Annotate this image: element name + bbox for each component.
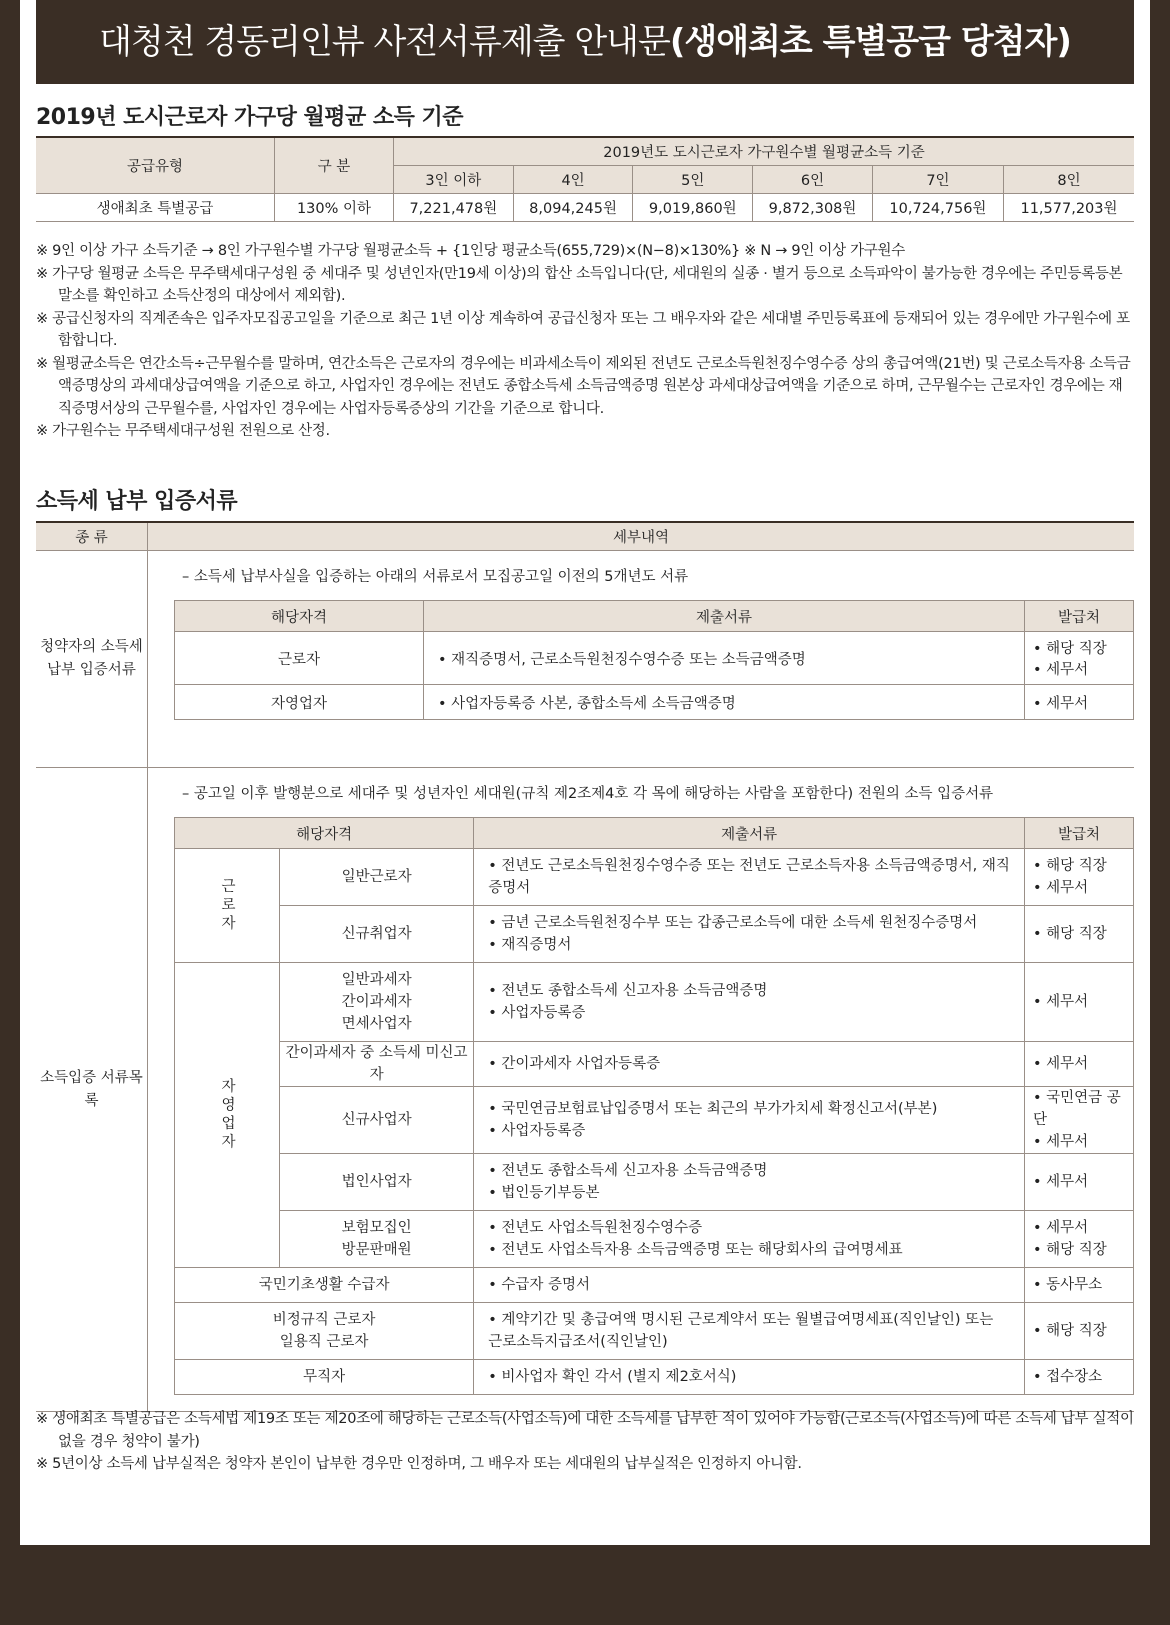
h-issuer: 발급처 <box>1025 601 1134 632</box>
doc-line: • 전년도 사업소득자용 소득금액증명 또는 해당회사의 급여명세표 <box>488 1242 903 1258</box>
issuer-cell <box>1025 849 1134 906</box>
h-issuer: 발급처 <box>1025 818 1134 849</box>
docs-cell <box>424 685 1025 720</box>
docs-cell <box>474 1268 1025 1303</box>
block2-intro: – 공고일 이후 발행분으로 세대주 및 성년자인 세대원(규칙 제2조제4호 각 목에 해당하는 사람을 포함한다) 전원의 소득 입증서류 <box>182 786 994 802</box>
size-header: 7인 <box>872 166 1003 194</box>
doc-line: • 법인등기부등본 <box>488 1185 600 1201</box>
qual-line: 방문판매원 <box>341 1242 412 1258</box>
page-header <box>36 0 1134 84</box>
income-table <box>36 136 1134 222</box>
doc-line: • 사업자등록증 <box>488 1123 586 1139</box>
doc-line: • 비사업자 확인 각서 (별지 제2호서식) <box>488 1369 737 1385</box>
notes-tax <box>36 1408 1136 1476</box>
doc-line: • 전년도 근로소득원천징수영수증 또는 전년도 근로소득자용 소득금액증명서, 재직증명서 <box>488 858 1010 896</box>
block1-table <box>174 600 1134 720</box>
docs-cell <box>424 632 1025 685</box>
table-row <box>175 1360 1134 1395</box>
qual-cell <box>280 1154 474 1211</box>
table-row <box>175 1154 1134 1211</box>
row-type: 생애최초 특별공급 <box>36 194 275 222</box>
issuer-cell <box>1025 906 1134 963</box>
doc-line: 근로소득지급조서(직인날인) <box>488 1334 668 1350</box>
qual-cell: 근로자 <box>175 632 424 685</box>
h-qual: 해당자격 <box>175 601 424 632</box>
income-value: 10,724,756원 <box>872 194 1003 222</box>
qual-cell: 자영업자 <box>175 685 424 720</box>
table-row <box>175 1087 1134 1154</box>
qual-line: 국민기초생활 수급자 <box>258 1277 390 1293</box>
qual-line: 일반근로자 <box>341 869 412 885</box>
group-worker <box>175 849 280 963</box>
qual-line: 보험모집인 <box>341 1220 412 1236</box>
col-group: 2019년도 도시근로자 가구원수별 월평균소득 기준 <box>394 137 1135 166</box>
qual-line: 일반과세자 <box>341 972 412 988</box>
section2-title: 소득세 납부 입증서류 <box>36 489 238 514</box>
docs-cell <box>474 1042 1025 1087</box>
notes-income <box>36 240 1136 443</box>
note-item: ※ 가구원수는 무주택세대구성원 전원으로 산정. <box>36 423 330 439</box>
row-div: 130% 이하 <box>275 194 394 222</box>
issuer-line: • 세무서 <box>1033 1134 1089 1150</box>
income-value: 11,577,203원 <box>1003 194 1134 222</box>
qual-line: 법인사업자 <box>341 1174 412 1190</box>
table-row <box>175 685 1134 720</box>
table-row <box>175 1268 1134 1303</box>
table-row <box>175 906 1134 963</box>
group-label: 근로자 <box>219 877 235 934</box>
issuer-cell <box>1025 1360 1134 1395</box>
issuer-line: • 세무서 <box>1033 695 1089 712</box>
block1-intro: – 소득세 납부사실을 입증하는 아래의 서류로서 모집공고일 이전의 5개년도 서류 <box>182 569 689 585</box>
issuer-line: • 해당 직장 <box>1033 926 1107 942</box>
qual-cell <box>280 849 474 906</box>
qual-line: 신규취업자 <box>341 926 412 942</box>
size-header: 4인 <box>513 166 633 194</box>
size-header: 5인 <box>633 166 753 194</box>
note-item: ※ 5년이상 소득세 납부실적은 청약자 본인이 납부한 경우만 인정하며, 그 배우자 또는 세대원의 납부실적은 인정하지 아니함. <box>36 1456 802 1472</box>
issuer-line: • 해당 직장 <box>1033 858 1107 874</box>
issuer-line: • 해당 직장 <box>1033 641 1107 657</box>
docs-cell <box>474 1303 1025 1360</box>
docs-cell <box>474 963 1025 1042</box>
qual-line: 신규사업자 <box>341 1112 412 1128</box>
table-row <box>175 1042 1134 1087</box>
doc-line: • 간이과세자 사업자등록증 <box>488 1056 661 1072</box>
qual-cell <box>280 963 474 1042</box>
qual-cell <box>280 906 474 963</box>
income-value: 9,019,860원 <box>633 194 753 222</box>
issuer-line: • 세무서 <box>1033 1174 1089 1190</box>
h-docs: 제출서류 <box>424 601 1025 632</box>
col-div: 구 분 <box>275 137 394 194</box>
qual-cell <box>175 1268 474 1303</box>
issuer-cell <box>1025 1087 1134 1154</box>
block1-category: 청약자의 소득세 납부 입증서류 <box>36 551 148 768</box>
docs-cell <box>474 1360 1025 1395</box>
issuer-cell <box>1025 1042 1134 1087</box>
group-label: 자영업자 <box>219 1078 235 1152</box>
table-row <box>175 849 1134 906</box>
qual-cell <box>280 1211 474 1268</box>
note-item: ※ 생애최초 특별공급은 소득세법 제19조 또는 제20조에 해당하는 근로소득(사업소득)에 대한 소득세를 납부한 적이 있어야 가능함(근로소득(사업소득)에 따른 소득세 납부 실적이 없을 경우 청약이 불가) <box>36 1411 1134 1450</box>
section1-title: 2019년 도시근로자 가구당 월평균 소득 기준 <box>36 105 464 130</box>
qual-line: 간이과세자 중 소득세 미신고자 <box>285 1045 468 1083</box>
issuer-line: • 해당 직장 <box>1033 1242 1107 1258</box>
doc-line: • 재직증명서, 근로소득원천징수영수증 또는 소득금액증명 <box>438 651 806 668</box>
table-row <box>175 963 1134 1042</box>
doc-line: • 국민연금보험료납입증명서 또는 최근의 부가가치세 확정신고서(부본) <box>488 1101 938 1117</box>
note-item: ※ 월평균소득은 연간소득÷근무월수를 말하며, 연간소득은 근로자의 경우에는 비과세소득이 제외된 전년도 근로소득원천징수영수증 상의 총급여액(21번) 및 근로소득자용 소득금액증명상의 과세대상급여액을 기준으로 하고, 사업자인 경우에는 전년도 종합소득세 소득금액증명 원본상 과세대상급여액을 기준으로 하며, 근무월수는 근로자인 경우에는 재직증명서상의 근무월수를, 사업자인 경우에는 사업자등록증상의 기간을 기준으로 합니다. <box>36 355 1131 417</box>
docs-cell <box>474 906 1025 963</box>
issuer-cell <box>1025 1268 1134 1303</box>
group-self <box>175 963 280 1268</box>
qual-line: 무직자 <box>303 1369 346 1385</box>
header-title-bold: (생애최초 특별공급 당첨자) <box>669 22 1071 62</box>
issuer-line: • 국민연금 공단 <box>1033 1090 1121 1128</box>
issuer-cell <box>1025 1154 1134 1211</box>
size-header: 8인 <box>1003 166 1134 194</box>
issuer-cell <box>1025 963 1134 1042</box>
doc-line: • 사업자등록증 사본, 종합소득세 소득금액증명 <box>438 695 736 712</box>
issuer-line: • 동사무소 <box>1033 1277 1103 1293</box>
col-type: 공급유형 <box>36 137 275 194</box>
issuer-line: • 세무서 <box>1033 662 1089 678</box>
h-qual: 해당자격 <box>175 818 474 849</box>
income-value: 7,221,478원 <box>394 194 514 222</box>
doc-line: • 전년도 사업소득원천징수영수증 <box>488 1220 703 1236</box>
doc-line: • 재직증명서 <box>488 937 572 953</box>
qual-cell <box>175 1360 474 1395</box>
issuer-cell <box>1025 685 1134 720</box>
qual-cell <box>280 1042 474 1087</box>
table-row <box>175 1211 1134 1268</box>
size-header: 6인 <box>753 166 873 194</box>
docs-cell <box>474 1211 1025 1268</box>
qual-line: 간이과세자 <box>341 994 412 1010</box>
issuer-cell <box>1025 1211 1134 1268</box>
docs-cell <box>474 1154 1025 1211</box>
issuer-cell <box>1025 1303 1134 1360</box>
issuer-line: • 접수장소 <box>1033 1369 1103 1385</box>
doc-line: • 사업자등록증 <box>488 1005 586 1021</box>
note-item: ※ 가구당 월평균 소득은 무주택세대구성원 중 세대주 및 성년인자(만19세 이상)의 합산 소득입니다(단, 세대원의 실종 · 별거 등으로 소득파악이 불가능한 경우에는 주민등록등본 말소를 확인하고 소득산정의 대상에서 제외함). <box>36 265 1123 304</box>
doc-line: • 전년도 종합소득세 신고자용 소득금액증명 <box>488 1163 768 1179</box>
doc-line: • 금년 근로소득원천징수부 또는 갑종근로소득에 대한 소득세 원천징수증명서 <box>488 915 978 931</box>
qual-line: 면세사업자 <box>341 1016 412 1032</box>
issuer-line: • 해당 직장 <box>1033 1323 1107 1339</box>
block2-category: 소득입증 서류목록 <box>36 768 148 1412</box>
table-row <box>175 1303 1134 1360</box>
h-docs: 제출서류 <box>474 818 1025 849</box>
qual-line: 일용직 근로자 <box>279 1334 369 1350</box>
tax-docs-table <box>36 521 1134 1412</box>
issuer-cell <box>1025 632 1134 685</box>
col-kind: 종 류 <box>36 522 148 551</box>
document-page <box>20 0 1150 1545</box>
doc-line: • 수급자 증명서 <box>488 1277 591 1293</box>
note-item: ※ 공급신청자의 직계존속은 입주자모집공고일을 기준으로 최근 1년 이상 계속하여 공급신청자 또는 그 배우자와 같은 세대별 주민등록표에 등재되어 있는 경우에만 가구원수에 포함합니다. <box>36 310 1130 349</box>
col-detail: 세부내역 <box>148 522 1135 551</box>
note-item: ※ 9인 이상 가구 소득기준 → 8인 가구원수별 가구당 월평균소득 + {1인당 평균소득(655,729)×(N−8)×130%} ※ N → 9인 이상 가구원수 <box>36 243 905 259</box>
income-value: 8,094,245원 <box>513 194 633 222</box>
qual-cell <box>175 1303 474 1360</box>
header-title: 대청천 경동리인뷰 사전서류제출 안내문 <box>99 22 670 62</box>
qual-cell <box>280 1087 474 1154</box>
doc-line: • 전년도 종합소득세 신고자용 소득금액증명 <box>488 983 768 999</box>
issuer-line: • 세무서 <box>1033 994 1089 1010</box>
qual-line: 비정규직 근로자 <box>272 1312 376 1328</box>
block2-table <box>174 817 1134 1395</box>
issuer-line: • 세무서 <box>1033 1056 1089 1072</box>
size-header: 3인 이하 <box>394 166 514 194</box>
doc-line: • 계약기간 및 총급여액 명시된 근로계약서 또는 월별급여명세표(직인날인) 또는 <box>488 1312 994 1328</box>
docs-cell <box>474 849 1025 906</box>
issuer-line: • 세무서 <box>1033 1220 1089 1236</box>
docs-cell <box>474 1087 1025 1154</box>
table-row <box>175 632 1134 685</box>
issuer-line: • 세무서 <box>1033 880 1089 896</box>
income-value: 9,872,308원 <box>753 194 873 222</box>
